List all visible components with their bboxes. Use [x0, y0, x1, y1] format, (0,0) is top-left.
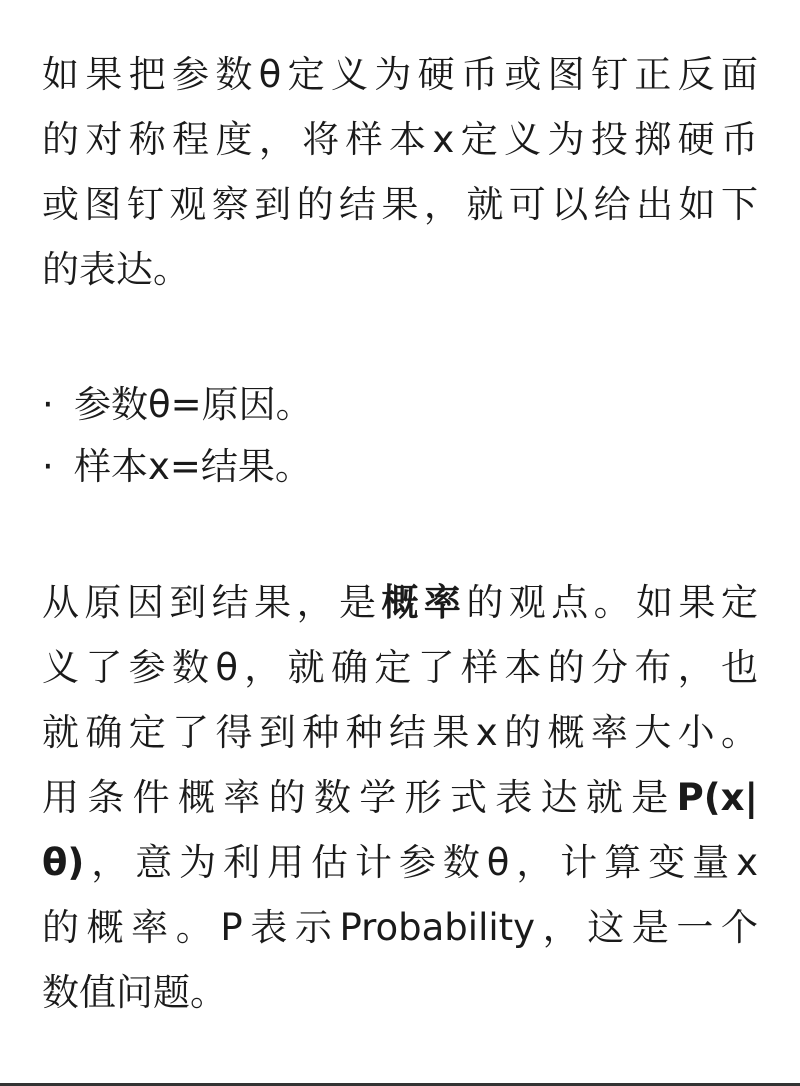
text-line: 的概率。P表示Probability，这是一个 — [42, 906, 758, 949]
text-line: 或图钉观察到的结果，就可以给出如下 — [42, 183, 758, 226]
text-line: 的表达。 — [42, 248, 190, 291]
text-line: 的对称程度，将样本x定义为投掷硬币 — [42, 118, 758, 161]
text: 用条件概率的数学形式表达就是 — [42, 776, 677, 819]
paragraph-1 — [42, 42, 758, 302]
bullet-marker: · — [42, 445, 54, 488]
bold-term: 概率 — [381, 581, 467, 624]
bullet-marker: · — [42, 383, 54, 426]
paragraph-3 — [42, 570, 758, 1025]
bold-formula: P(x| — [676, 776, 758, 819]
text-line — [42, 830, 758, 895]
text-line: 数值问题。 — [42, 971, 227, 1014]
bullet-text: 参数θ=原因。 — [74, 383, 313, 426]
text-line: 如果把参数θ定义为硬币或图钉正反面 — [42, 53, 758, 96]
bold-formula: θ) — [42, 841, 85, 884]
text-line: 义了参数θ，就确定了样本的分布，也 — [42, 646, 758, 689]
text: 从原因到结果，是 — [42, 581, 382, 624]
bullet-text: 样本x=结果。 — [74, 445, 312, 488]
bullet-item — [42, 436, 312, 498]
text: ，意为利用估计参数θ，计算变量x — [84, 841, 758, 884]
text-line — [42, 570, 758, 635]
text-line — [42, 765, 758, 830]
text-line: 就确定了得到种种结果x的概率大小。 — [42, 711, 758, 754]
text: 的观点。如果定 — [466, 581, 758, 624]
bullet-item — [42, 374, 313, 436]
